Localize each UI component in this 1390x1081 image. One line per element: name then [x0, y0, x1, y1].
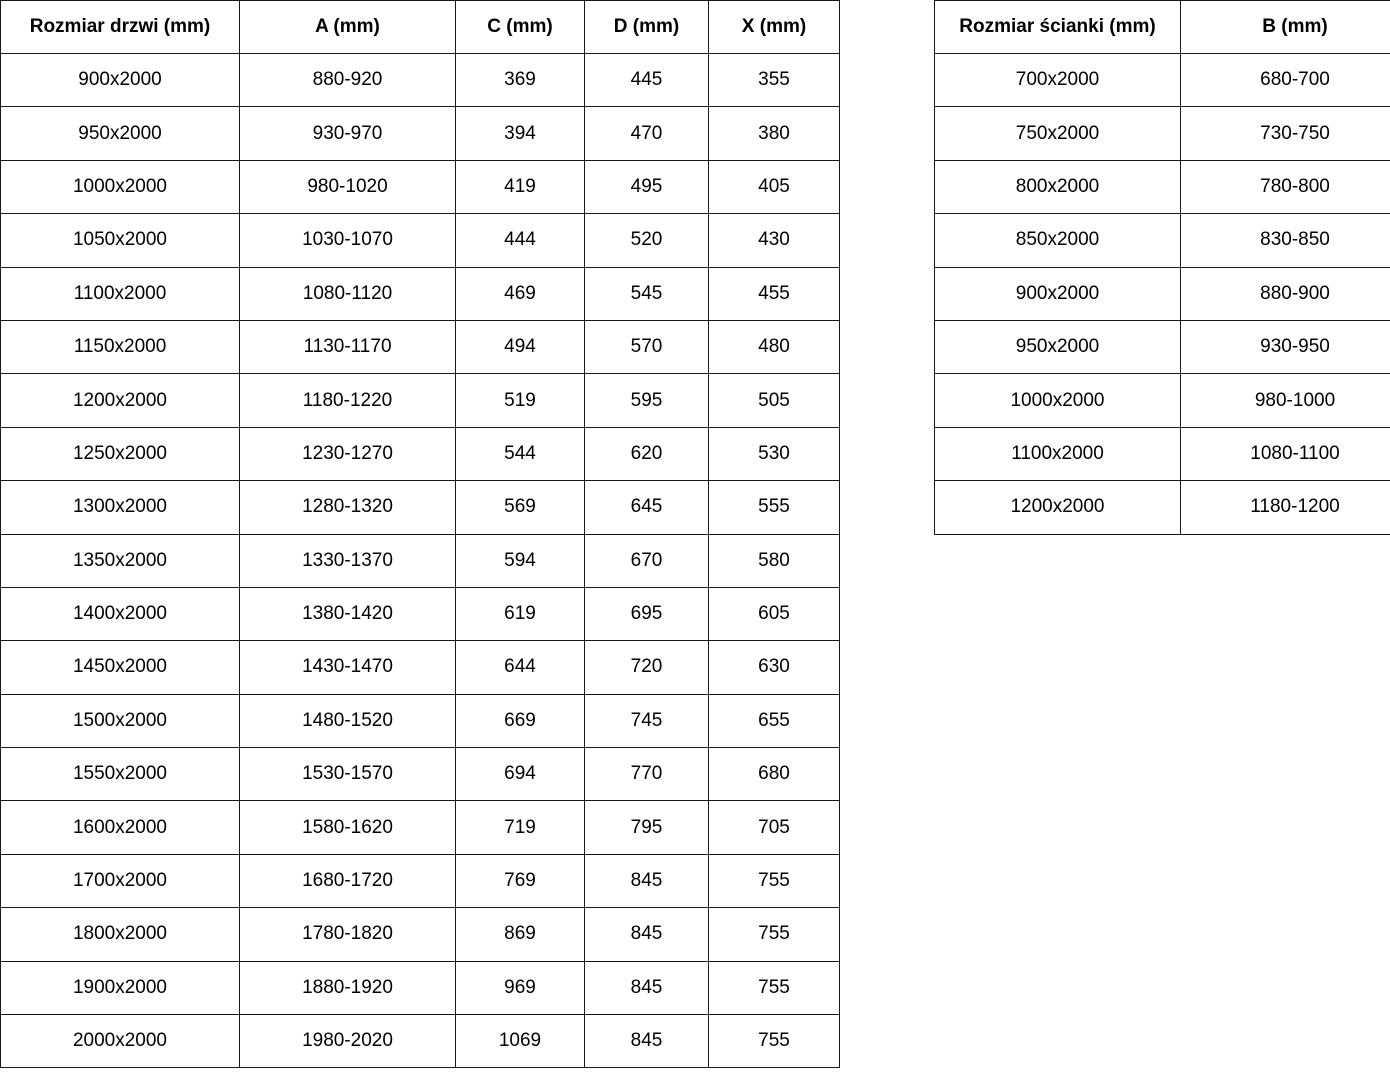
- table-row: [935, 54, 1390, 107]
- table-cell: 1100x2000: [1, 267, 240, 320]
- table-row: [1, 481, 840, 534]
- table-cell: 645: [585, 481, 709, 534]
- table-cell: 1900x2000: [1, 961, 240, 1014]
- table-cell: 1280-1320: [240, 481, 456, 534]
- table-row: [935, 320, 1390, 373]
- table-cell: 1880-1920: [240, 961, 456, 1014]
- table-cell: 720: [585, 641, 709, 694]
- table-cell: 869: [456, 908, 585, 961]
- table-cell: 445: [585, 54, 709, 107]
- table-cell: 1550x2000: [1, 748, 240, 801]
- table-row: [1, 427, 840, 480]
- table-cell: 755: [709, 908, 840, 961]
- table-cell: 930-950: [1181, 320, 1390, 373]
- table-cell: 845: [585, 961, 709, 1014]
- table-cell: 845: [585, 1015, 709, 1068]
- table-cell: 655: [709, 694, 840, 747]
- table-cell: 1030-1070: [240, 214, 456, 267]
- table-cell: 1380-1420: [240, 587, 456, 640]
- table-cell: 1780-1820: [240, 908, 456, 961]
- table-cell: 969: [456, 961, 585, 1014]
- table-row: [935, 160, 1390, 213]
- table-cell: 769: [456, 854, 585, 907]
- table-cell: 950x2000: [935, 320, 1181, 373]
- table-cell: 619: [456, 587, 585, 640]
- column-header-d: D (mm): [585, 1, 709, 54]
- wall-size-table: [934, 0, 1390, 535]
- table-cell: 594: [456, 534, 585, 587]
- table-row: [1, 801, 840, 854]
- table-cell: 930-970: [240, 107, 456, 160]
- table-cell: 1350x2000: [1, 534, 240, 587]
- table-cell: 745: [585, 694, 709, 747]
- table-row: [1, 160, 840, 213]
- table-cell: 494: [456, 320, 585, 373]
- table-cell: 1200x2000: [935, 481, 1181, 534]
- table-cell: 669: [456, 694, 585, 747]
- table-cell: 455: [709, 267, 840, 320]
- column-header-x: X (mm): [709, 1, 840, 54]
- table-row: [1, 641, 840, 694]
- table-cell: 1450x2000: [1, 641, 240, 694]
- table-cell: 700x2000: [935, 54, 1181, 107]
- table-cell: 1680-1720: [240, 854, 456, 907]
- table-cell: 780-800: [1181, 160, 1390, 213]
- table-cell: 519: [456, 374, 585, 427]
- table-row: [935, 214, 1390, 267]
- table-cell: 505: [709, 374, 840, 427]
- table-row: [935, 481, 1390, 534]
- table-cell: 694: [456, 748, 585, 801]
- table-cell: 355: [709, 54, 840, 107]
- table-cell: 1080-1100: [1181, 427, 1390, 480]
- table-cell: 520: [585, 214, 709, 267]
- table-cell: 680: [709, 748, 840, 801]
- table-cell: 580: [709, 534, 840, 587]
- table-row: [1, 107, 840, 160]
- table-header-row: [1, 1, 840, 54]
- table-cell: 530: [709, 427, 840, 480]
- table-cell: 545: [585, 267, 709, 320]
- table-cell: 795: [585, 801, 709, 854]
- table-cell: 1080-1120: [240, 267, 456, 320]
- table-cell: 845: [585, 908, 709, 961]
- column-header-b: B (mm): [1181, 1, 1390, 54]
- table-cell: 1180-1220: [240, 374, 456, 427]
- table-cell: 670: [585, 534, 709, 587]
- table-cell: 569: [456, 481, 585, 534]
- table-cell: 1300x2000: [1, 481, 240, 534]
- table-cell: 605: [709, 587, 840, 640]
- table-cell: 470: [585, 107, 709, 160]
- table-cell: 980-1000: [1181, 374, 1390, 427]
- column-header-wall-size: Rozmiar ścianki (mm): [935, 1, 1181, 54]
- table-cell: 419: [456, 160, 585, 213]
- table-row: [1, 534, 840, 587]
- table-cell: 800x2000: [935, 160, 1181, 213]
- table-cell: 750x2000: [935, 107, 1181, 160]
- table-cell: 830-850: [1181, 214, 1390, 267]
- table-cell: 595: [585, 374, 709, 427]
- table-cell: 620: [585, 427, 709, 480]
- table-row: [935, 427, 1390, 480]
- table-header-row: [935, 1, 1390, 54]
- table-cell: 570: [585, 320, 709, 373]
- table-cell: 544: [456, 427, 585, 480]
- table-cell: 755: [709, 854, 840, 907]
- table-cell: 705: [709, 801, 840, 854]
- table-cell: 1069: [456, 1015, 585, 1068]
- table-cell: 1050x2000: [1, 214, 240, 267]
- table-cell: 1250x2000: [1, 427, 240, 480]
- table-cell: 1130-1170: [240, 320, 456, 373]
- table-cell: 1400x2000: [1, 587, 240, 640]
- table-cell: 1100x2000: [935, 427, 1181, 480]
- table-cell: 1150x2000: [1, 320, 240, 373]
- table-cell: 1700x2000: [1, 854, 240, 907]
- column-header-c: C (mm): [456, 1, 585, 54]
- table-cell: 369: [456, 54, 585, 107]
- table-cell: 1200x2000: [1, 374, 240, 427]
- table-cell: 1330-1370: [240, 534, 456, 587]
- table-cell: 755: [709, 1015, 840, 1068]
- table-cell: 719: [456, 801, 585, 854]
- table-cell: 644: [456, 641, 585, 694]
- table-cell: 1480-1520: [240, 694, 456, 747]
- table-row: [935, 107, 1390, 160]
- table-cell: 444: [456, 214, 585, 267]
- table-cell: 1800x2000: [1, 908, 240, 961]
- table-row: [1, 1015, 840, 1068]
- table-cell: 880-920: [240, 54, 456, 107]
- table-row: [1, 961, 840, 1014]
- table-cell: 730-750: [1181, 107, 1390, 160]
- table-row: [1, 748, 840, 801]
- table-cell: 1430-1470: [240, 641, 456, 694]
- table-cell: 680-700: [1181, 54, 1390, 107]
- table-cell: 755: [709, 961, 840, 1014]
- table-row: [1, 908, 840, 961]
- table-cell: 1500x2000: [1, 694, 240, 747]
- table-row: [1, 267, 840, 320]
- table-cell: 1600x2000: [1, 801, 240, 854]
- table-cell: 2000x2000: [1, 1015, 240, 1068]
- table-cell: 1530-1570: [240, 748, 456, 801]
- table-row: [1, 587, 840, 640]
- table-cell: 845: [585, 854, 709, 907]
- table-cell: 980-1020: [240, 160, 456, 213]
- table-cell: 900x2000: [935, 267, 1181, 320]
- table-row: [1, 694, 840, 747]
- table-cell: 480: [709, 320, 840, 373]
- column-header-a: A (mm): [240, 1, 456, 54]
- table-cell: 770: [585, 748, 709, 801]
- table-row: [1, 854, 840, 907]
- table-cell: 880-900: [1181, 267, 1390, 320]
- table-cell: 405: [709, 160, 840, 213]
- table-cell: 900x2000: [1, 54, 240, 107]
- table-cell: 380: [709, 107, 840, 160]
- table-cell: 555: [709, 481, 840, 534]
- table-cell: 1000x2000: [935, 374, 1181, 427]
- table-cell: 430: [709, 214, 840, 267]
- table-cell: 950x2000: [1, 107, 240, 160]
- table-cell: 495: [585, 160, 709, 213]
- table-cell: 394: [456, 107, 585, 160]
- table-row: [1, 374, 840, 427]
- table-cell: 1180-1200: [1181, 481, 1390, 534]
- table-cell: 469: [456, 267, 585, 320]
- table-cell: 1000x2000: [1, 160, 240, 213]
- table-row: [935, 374, 1390, 427]
- table-row: [1, 214, 840, 267]
- table-cell: 1980-2020: [240, 1015, 456, 1068]
- table-cell: 850x2000: [935, 214, 1181, 267]
- table-cell: 1230-1270: [240, 427, 456, 480]
- table-row: [935, 267, 1390, 320]
- table-cell: 630: [709, 641, 840, 694]
- column-header-door-size: Rozmiar drzwi (mm): [1, 1, 240, 54]
- table-row: [1, 54, 840, 107]
- table-cell: 695: [585, 587, 709, 640]
- table-row: [1, 320, 840, 373]
- table-cell: 1580-1620: [240, 801, 456, 854]
